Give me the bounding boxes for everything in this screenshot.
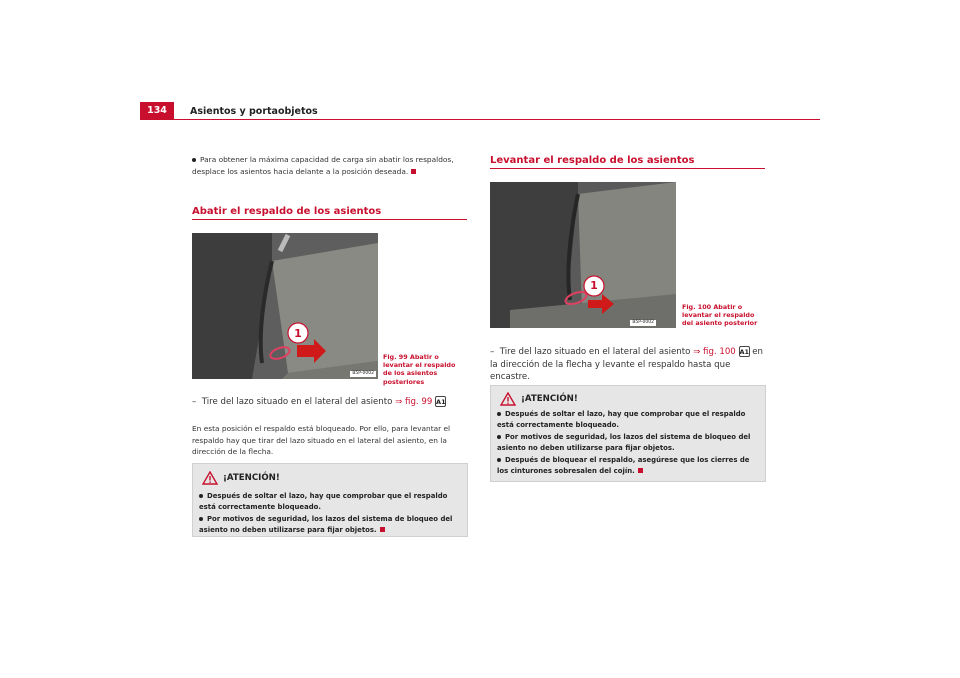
- warning-list: [497, 409, 761, 476]
- step-dash: –: [192, 397, 197, 407]
- warning-item: [199, 491, 463, 512]
- section-end-icon: [411, 169, 416, 174]
- bullet-icon: [192, 158, 196, 162]
- warning-item: [497, 409, 761, 430]
- bullet-icon: [497, 412, 501, 416]
- figure-100-photo: [490, 182, 676, 328]
- body-paragraph: En esta posición el respaldo está bloqueado. Por ello, para levantar el respaldo hay que tirar del lazo situado en el lateral del asiento, en la dirección de la flecha.: [192, 424, 451, 456]
- intro-paragraph: [192, 154, 467, 177]
- warning-item-text: Después de soltar el lazo, hay que comprobar que el respaldo está correctamente bloqueado.: [497, 410, 746, 429]
- warning-title: ¡ATENCIÓN!: [223, 473, 280, 483]
- section-rule: [192, 219, 467, 220]
- intro-text: Para obtener la máxima capacidad de carga sin abatir los respaldos, desplace los asientos hacia delante a la posición deseada.: [192, 155, 454, 176]
- step-text: Tire del lazo situado en el lateral del asiento: [201, 397, 393, 407]
- section-end-icon: [638, 468, 643, 473]
- bullet-icon: [199, 517, 203, 521]
- figure-100-caption: Fig. 100 Abatir o levantar el respaldo del asiento posterior: [682, 303, 758, 328]
- warning-box: [192, 463, 468, 537]
- bullet-icon: [497, 458, 501, 462]
- warning-item-text: Por motivos de seguridad, los lazos del sistema de bloqueo del asiento no deben utilizarse para fijar objetos.: [199, 515, 453, 534]
- figure-ref-link[interactable]: ⇒ fig. 99: [395, 397, 433, 407]
- step-text-continued: en la dirección de la flecha y levante el respaldo hasta que encastre.: [490, 347, 763, 382]
- figure-99-caption: Fig. 99 Abatir o levantar el respaldo de los asientos posteriores: [383, 353, 456, 386]
- warning-item-text: Por motivos de seguridad, los lazos del sistema de bloqueo del asiento no deben utilizarse para fijar objetos.: [497, 433, 751, 452]
- section-end-icon: [380, 527, 385, 532]
- page-title: Asientos y portaobjetos: [190, 106, 318, 117]
- figure-ref-link[interactable]: ⇒ fig. 100: [693, 347, 736, 357]
- section-heading-raise: Levantar el respaldo de los asientos: [490, 155, 695, 166]
- warning-box: [490, 385, 766, 482]
- callout-1: 1: [590, 279, 598, 292]
- warning-item: [497, 455, 761, 476]
- figure-code: B5P-0002: [352, 371, 374, 376]
- warning-icon: [500, 391, 516, 410]
- section-heading-fold: Abatir el respaldo de los asientos: [192, 206, 382, 217]
- page-number: 134: [140, 102, 174, 120]
- bullet-icon: [497, 435, 501, 439]
- callout-1: 1: [294, 327, 302, 340]
- warning-item-text: Después de bloquear el respaldo, asegúrese que los cierres de los cinturones sobresalen del cojín.: [497, 456, 750, 475]
- warning-icon: [202, 470, 218, 489]
- warning-item: [497, 432, 761, 453]
- section-rule: [490, 168, 765, 169]
- bullet-icon: [199, 494, 203, 498]
- warning-title: ¡ATENCIÓN!: [521, 394, 578, 404]
- callout-badge: A1: [739, 348, 750, 356]
- step-dash: –: [490, 347, 495, 357]
- figure-99-photo: [192, 233, 378, 379]
- callout-badge: A1: [436, 398, 446, 406]
- header-rule: [140, 119, 820, 120]
- step-text: Tire del lazo situado en el lateral del asiento: [499, 347, 691, 357]
- step-fold: [192, 396, 467, 409]
- warning-list: [199, 491, 463, 535]
- warning-item: [199, 514, 463, 535]
- warning-item-text: Después de soltar el lazo, hay que comprobar que el respaldo está correctamente bloqueado.: [199, 492, 448, 511]
- figure-code: B5P-0002: [632, 320, 654, 325]
- step-raise: [490, 346, 765, 384]
